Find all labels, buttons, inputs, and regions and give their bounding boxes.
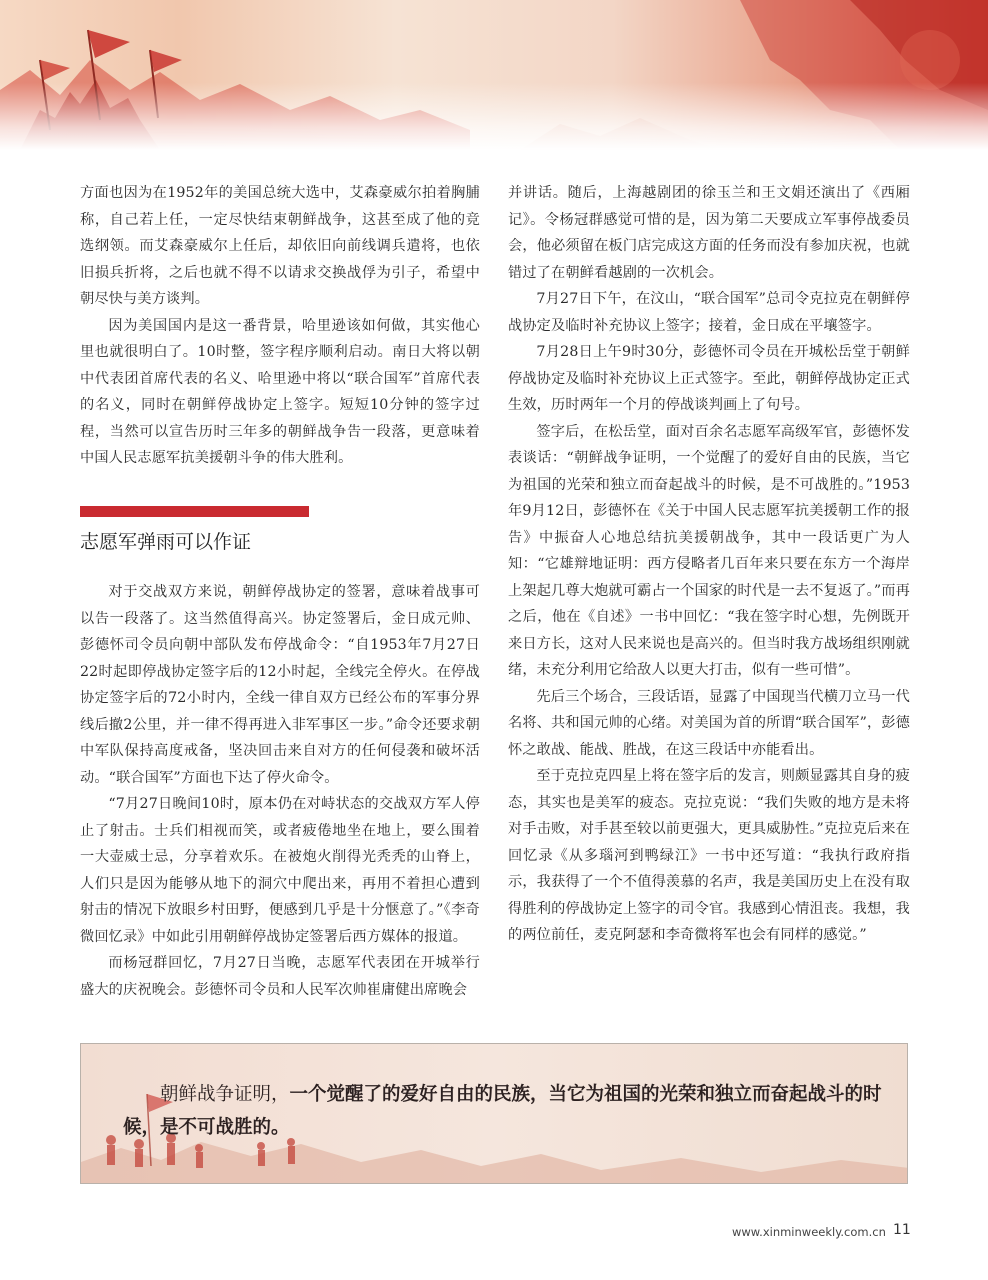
paragraph: 因为美国国内是这一番背景，哈里逊该如何做，其实他心里也就很明白了。10时整，签字程序顺利启动。南日大将以朝中代表团首席代表的名义、哈里逊中将以“联合国军”首席代表的名义，同时在朝鲜停战协定上签字。短短10分钟的签字过程，当然可以宣告历时三年多的朝鲜战争告一段落，更意味着中国人民志愿军抗美援朝斗争的伟大胜利。 [80,317,480,466]
paragraph: “7月27日晚间10时，原本仍在对峙状态的交战双方军人停止了射击。士兵们相视而笑，或者疲倦地坐在地上，要么围着一大壶威士忌，分享着欢乐。在被炮火削得光秃秃的山脊上，人们只是因为能够从地下的洞穴中爬出来，再用不着担心遭到射击的情况下放眼乡村田野，便感到几乎是十分惬意了。”《李奇微回忆录》中如此引用朝鲜停战协定签署后西方媒体的报道。 [80,796,480,945]
paragraph: 7月28日上午9时30分，彭德怀司令员在开城松岳堂于朝鲜停战协定及临时补充协议上正式签字。至此，朝鲜停战协定正式生效，历时两年一个月的停战谈判画上了句号。 [508,344,910,413]
paragraph: 方面也因为在1952年的美国总统大选中，艾森豪威尔拍着胸脯称，自己若上任，一定尽快结束朝鲜战争，这甚至成了他的竞选纲领。而艾森豪威尔上任后，却依旧向前线调兵遣将，也依旧损兵折将，之后也就不得不以请求交换战俘为引子，希望中朝尽快与美方谈判。 [80,185,480,307]
left-column-continued [80,579,480,1003]
paragraph: 至于克拉克四星上将在签字后的发言，则颇显露其自身的疲态，其实也是美军的疲态。克拉克说：“我们失败的地方是未将对手击败，对手甚至较以前更强大，更具威胁性。”克拉克后来在回忆录《从多瑙河到鸭绿江》一书中还写道：“我执行政府指示，我获得了一个不值得羡慕的名声，我是美国历史上在没有取得胜利的停战协定上签字的司令官。我感到心情沮丧。我想，我的两位前任，麦克阿瑟和李奇微将军也会有同样的感觉。” [508,768,910,943]
paragraph: 签字后，在松岳堂，面对百余名志愿军高级军官，彭德怀发表谈话：“朝鲜战争证明，一个觉醒了的爱好自由的民族，当它为祖国的光荣和独立而奋起战斗的时候，是不可战胜的。”1953年9月12日，彭德怀在《关于中国人民志愿军抗美援朝工作的报告》中振奋人心地总结抗美援朝战争，其中一段话更广为人知：“它雄辩地证明：西方侵略者几百年来只要在东方一个海岸上架起几尊大炮就可霸占一个国家的时代是一去不复返了。”而再之后，他在《自述》一书中回忆：“我在签字时心想，先例既开来日方长，这对人民来说也是高兴的。但当时我方战场组织刚就绪，未充分利用它给敌人以更大打击，似有一些可惜”。 [508,423,910,678]
pull-quote-lead: 朝鲜战争证明， [160,1084,290,1105]
pull-quote-box [80,1043,908,1184]
right-column [508,180,910,949]
paragraph: 先后三个场合，三段话语，显露了中国现当代横刀立马一代名将、共和国元帅的心绪。对美国为首的所谓“联合国军”，彭德怀之敢战、能战、胜战，在这三段话中亦能看出。 [508,688,910,758]
header-banner-artwork [0,0,988,150]
paragraph: 对于交战双方来说，朝鲜停战协定的签署，意味着战事可以告一段落了。这当然值得高兴。协定签署后，金日成元帅、彭德怀司令员向朝中部队发布停战命令：“自1953年7月27日22时起即停战协定签字后的12小时起，全线完全停火。在停战协定签字后的72小时内，全线一律自双方已经公布的军事分界线后撤2公里，并一律不得再进入非军事区一步。”命令还要求朝中军队保持高度戒备，坚决回击来自对方的任何侵袭和破坏活动。“联合国军”方面也下达了停火命令。 [80,584,480,786]
pull-quote-text [123,1078,883,1144]
footer-website: www.xinminweekly.com.cn [732,1225,886,1239]
page-number: 11 [893,1222,911,1238]
pull-quote-emphasis: 一个觉醒了的爱好自由的民族，当它为祖国的光荣和独立而奋起战斗的时候，是不可战胜的。 [123,1084,882,1138]
section-heading: 志愿军弹雨可以作证 [80,531,252,553]
section-accent-bar [80,506,309,517]
banner-fade [0,0,988,150]
left-column [80,180,480,472]
paragraph: 7月27日下午，在汶山，“联合国军”总司令克拉克在朝鲜停战协定及临时补充协议上签字；接着，金日成在平壤签字。 [508,291,910,334]
paragraph: 并讲话。随后，上海越剧团的徐玉兰和王文娟还演出了《西厢记》。令杨冠群感觉可惜的是，因为第二天要成立军事停战委员会，他必须留在板门店完成这方面的任务而没有参加庆祝，也就错过了在朝鲜看越剧的一次机会。 [508,185,910,281]
paragraph: 而杨冠群回忆，7月27日当晚，志愿军代表团在开城举行盛大的庆祝晚会。彭德怀司令员和人民军次帅崔庸健出席晚会 [80,955,480,998]
